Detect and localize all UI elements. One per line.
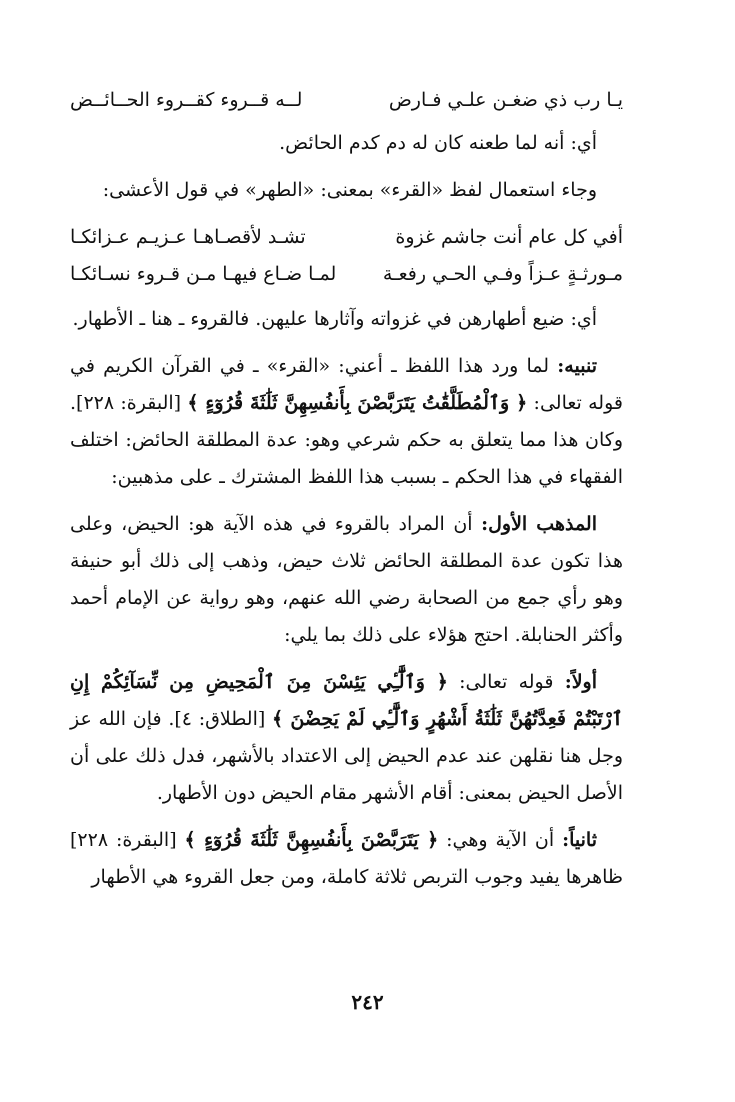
- note-label: تنبيه:: [557, 355, 597, 377]
- note-text-a: لما ورد هذا اللفظ ـ أعني: «القرء» ـ في القرآن الكريم في قوله تعالى:: [70, 355, 623, 414]
- poem-verse-3: [70, 256, 623, 293]
- first-argument-reference: [الطلاق: ٤].: [168, 708, 266, 730]
- second-argument-text-a: أن الآية وهي:: [446, 829, 555, 851]
- note-text-b: وكان هذا مما يتعلق به حكم شرعي وهو: عدة المطلقة الحائض: اختلف الفقهاء في هذا الحكم ـ بسبب هذا اللفظ المشترك ـ على مذهبين:: [70, 429, 623, 488]
- page-body: [70, 82, 623, 896]
- note-paragraph: [70, 348, 623, 496]
- second-argument-label: ثانياً:: [562, 829, 597, 851]
- second-argument-paragraph: [70, 822, 623, 896]
- verse-1-explanation: أي: أنه لما طعنه كان له دم كدم الحائض.: [279, 132, 597, 154]
- second-argument-reference: [البقرة: ٢٢٨]: [70, 829, 177, 851]
- poem-verse-1: [70, 82, 623, 119]
- second-argument-quran-verse: ﴿ يَتَرَبَّصْنَ بِأَنفُسِهِنَّ ثَلَٰثَةَ قُرُوٓءٍ ﴾: [184, 829, 439, 851]
- first-opinion-paragraph: [70, 506, 623, 654]
- verse-3-second-hemistich: لمـا ضـاع فيهـا مـن قـروء نسـائكـا: [70, 263, 337, 285]
- verse-1-first-hemistich: يـا رب ذي ضغـن علـي فـارض: [388, 89, 623, 111]
- verse-3-first-hemistich: مـورثـةٍ عـزاً وفـي الحـي رفعـة: [382, 263, 623, 285]
- first-opinion-label: المذهب الأول:: [481, 513, 597, 535]
- asha-intro: وجاء استعمال لفظ «القرء» بمعنى: «الطهر» في قول الأعشى:: [102, 179, 597, 201]
- verses-explanation: أي: ضيع أطهارهن في غزواته وآثارها عليهن. فالقروء ـ هنا ـ الأطهار.: [72, 308, 597, 330]
- first-opinion-text: أن المراد بالقروء في هذه الآية هو: الحيض، وعلى هذا تكون عدة المطلقة الحائض ثلاث حيض، وذهب إلى ذلك أبو حنيفة وهو رأي جمع من الصحابة رضي الله عنهم، وهو رواية عن الإمام أحمد وأكثر الحنابلة. احتج هؤلاء على ذلك بما يلي:: [70, 513, 623, 646]
- first-argument-quran-verse: ﴿ وَٱلَّٰٓـِٔي يَئِسْنَ مِنَ ٱلْمَحِيضِ مِن نِّسَآئِكُمْ إِنِ ٱرْتَبْتُمْ فَعِدَّتُهُنَّ ثَلَٰثَةُ أَشْهُرٍ وَٱلَّٰٓـِٔي لَمْ يَحِضْنَ ﴾: [70, 671, 623, 730]
- verse-1-second-hemistich: لــه قــروء كقــروء الحــائــض: [70, 89, 303, 111]
- first-argument-text-b: فإن الله عز وجل هنا نقلهن عند عدم الحيض إلى الاعتداد بالأشهر، فدل ذلك على أن الأصل الحيض بمعنى: أقام الأشهر مقام الحيض دون الأطهار.: [70, 708, 623, 804]
- note-quran-verse: ﴿ وَٱلْمُطَلَّقَٰتُ يَتَرَبَّصْنَ بِأَنفُسِهِنَّ ثَلَٰثَةَ قُرُوٓءٍ ﴾: [187, 392, 528, 414]
- note-quran-reference: [البقرة: ٢٢٨].: [70, 392, 182, 414]
- poem-verse-2: [70, 219, 623, 256]
- first-argument-label: أولاً:: [564, 671, 597, 693]
- page-number: ٢٤٢: [351, 990, 384, 1014]
- verse-2-first-hemistich: أفي كل عام أنت جاشم غزوة: [395, 226, 623, 248]
- first-argument-paragraph: [70, 664, 623, 812]
- second-argument-text-b: ظاهرها يفيد وجوب التربص ثلاثة كاملة، ومن جعل القروء هي الأطهار: [91, 866, 623, 888]
- first-argument-text-a: قوله تعالى:: [459, 671, 554, 693]
- verse-2-second-hemistich: تشـد لأقصـاهـا عـزيـم عـزائكـا: [70, 226, 306, 248]
